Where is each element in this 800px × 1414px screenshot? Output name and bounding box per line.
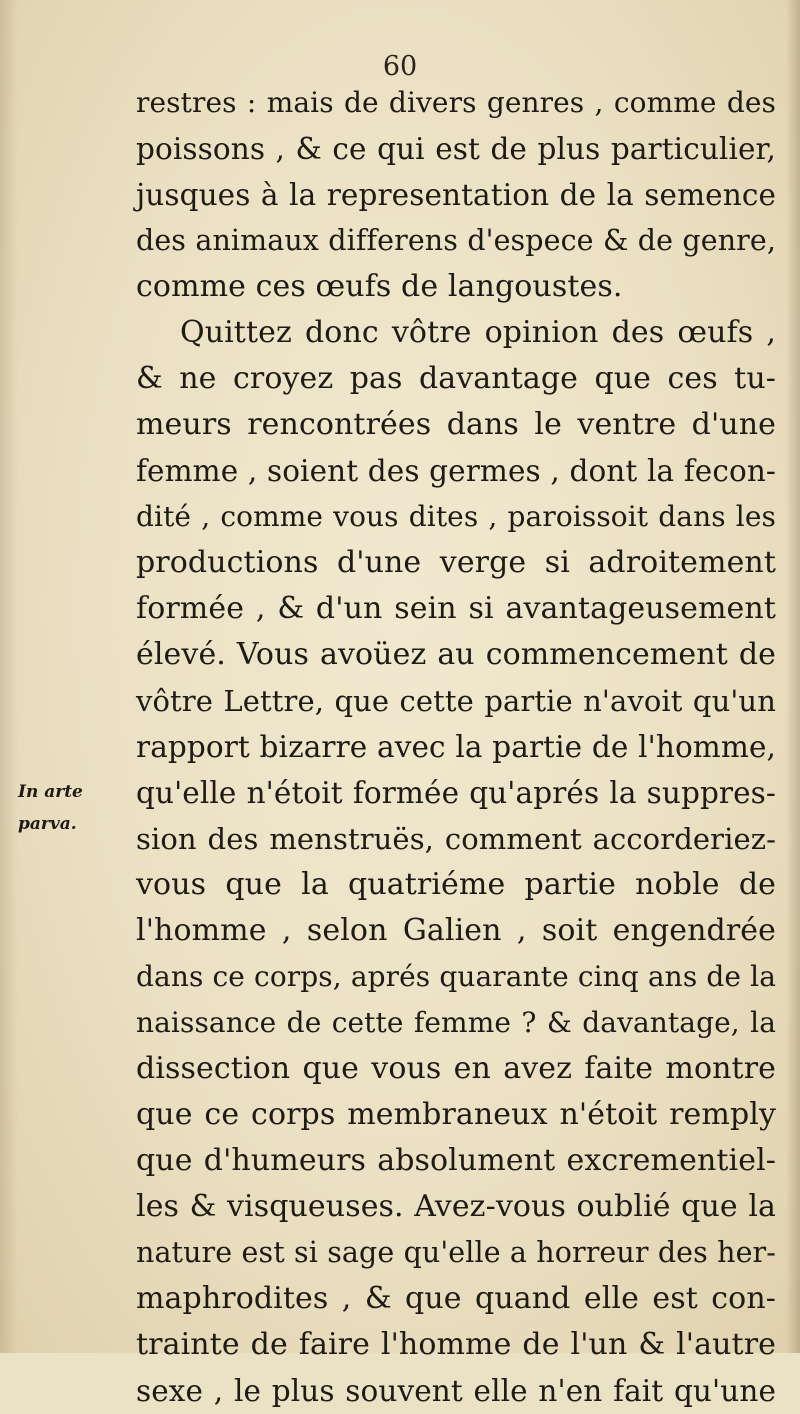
text-line: dissection que vous en avez faite montre bbox=[136, 1051, 776, 1086]
margin-note-line: parva. bbox=[18, 814, 77, 834]
body-text bbox=[136, 80, 776, 1414]
text-line: & ne croyez pas davantage que ces tu- bbox=[136, 361, 776, 396]
text-line: Quittez donc vôtre opinion des œufs , bbox=[180, 315, 776, 350]
text-line: qu'elle n'étoit formée qu'aprés la suppres- bbox=[136, 776, 776, 810]
margin-note-line: In arte bbox=[18, 782, 83, 802]
page-left-shadow bbox=[0, 0, 18, 1353]
text-line: sion des menstruës, comment accorderiez- bbox=[136, 822, 776, 856]
text-line: des animaux differens d'espece & de genre, bbox=[136, 224, 776, 257]
margin-note bbox=[18, 776, 128, 840]
text-line: dité , comme vous dites , paroissoit dans les bbox=[136, 500, 776, 533]
text-line: poissons , & ce qui est de plus particulier, bbox=[136, 132, 776, 166]
text-line: nature est si sage qu'elle a horreur des her- bbox=[136, 1236, 776, 1269]
text-line: meurs rencontrées dans le ventre d'une bbox=[136, 407, 776, 442]
text-line: élevé. Vous avoüez au commencement de bbox=[136, 637, 776, 672]
text-line: productions d'une verge si adroitement bbox=[136, 545, 776, 580]
page-number: 60 bbox=[382, 51, 418, 82]
page-right-shadow bbox=[786, 0, 800, 1353]
text-line: maphrodites , & que quand elle est con- bbox=[136, 1281, 776, 1316]
text-line: comme ces œufs de langoustes. bbox=[136, 269, 623, 304]
text-line: naissance de cette femme ? & davantage, la bbox=[136, 1006, 776, 1039]
text-line: que ce corps membraneux n'étoit remply bbox=[136, 1097, 776, 1132]
text-line: restres : mais de divers genres , comme des bbox=[136, 86, 776, 119]
text-line: dans ce corps, aprés quarante cinq ans de la bbox=[136, 960, 776, 993]
text-line: que d'humeurs absolument excrementiel- bbox=[136, 1143, 776, 1178]
text-line: sexe , le plus souvent elle n'en fait qu'une bbox=[136, 1374, 776, 1408]
text-line: jusques à la representation de la semence bbox=[136, 178, 776, 212]
text-line: vôtre Lettre, que cette partie n'avoit qu'un bbox=[136, 684, 776, 718]
text-line: l'homme , selon Galien , soit engendrée bbox=[136, 913, 776, 948]
text-line: femme , soient des germes , dont la fecon- bbox=[136, 454, 776, 488]
text-line: vous que la quatriéme partie noble de bbox=[136, 867, 776, 902]
text-line: trainte de faire l'homme de l'un & l'autre bbox=[136, 1327, 776, 1362]
text-line: rapport bizarre avec la partie de l'homme, bbox=[136, 730, 776, 764]
text-line: formée , & d'un sein si avantageusement bbox=[136, 591, 776, 626]
text-line: les & visqueuses. Avez-vous oublié que la bbox=[136, 1189, 776, 1224]
